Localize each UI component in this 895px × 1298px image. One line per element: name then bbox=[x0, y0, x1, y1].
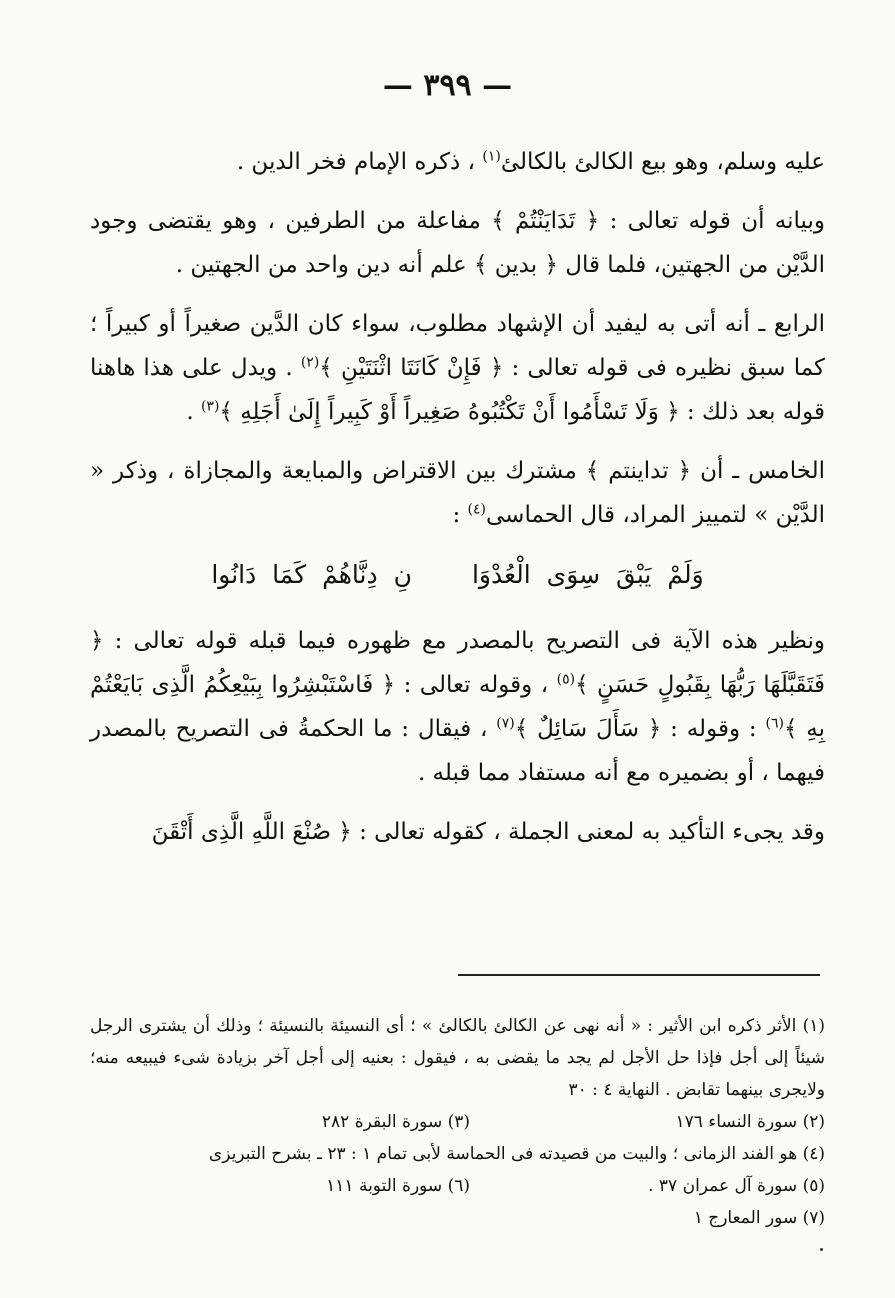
paragraph bbox=[90, 619, 825, 795]
footnote-ref: (٤) bbox=[467, 501, 487, 518]
paragraph-text: . bbox=[186, 399, 201, 425]
paragraph-text: الخامس ـ أن ﴿ تداينتم ﴾ مشترك بين الاقتراض والمبايعة والمجازاة ، وذكر « الدَّيْن » لتمييز المراد، قال الحماسى bbox=[90, 458, 825, 528]
footnote-1: (١) الأثر ذكره ابن الأثير : « أنه نهى عن الكالئ بالكالئ » ؛ أى النسيئة بالنسيئة ؛ وذلك أن يشترى الرجل شيئاً إلى أجل فإذا حل الأجل لم يجد ما يقضى به ، فيقول : بعنيه إلى أجل آخر بزيادة شىء فيبيعه منه؛ ولايجرى بينهما تقابض . النهاية ٤ : ٣٠ bbox=[90, 1016, 825, 1100]
paragraph-text: ، وقوله تعالى : ﴿ فَاسْتَبْشِرُوا بِبَيْعِكُمُ الَّذِى بَايَعْتُمْ بِهِ ﴾ bbox=[90, 672, 825, 742]
footnote-ref: (١) bbox=[482, 148, 501, 165]
print-speck bbox=[820, 1248, 823, 1251]
footnote-2: (٢) سورة النساء ١٧٦ bbox=[675, 1112, 825, 1132]
paragraph bbox=[90, 199, 825, 287]
paragraph bbox=[90, 449, 825, 537]
paragraph-text: : وقوله : ﴿ سَأَلَ سَائِلٌ ﴾ bbox=[514, 716, 766, 742]
paragraph-text: وقد يجىء التأكيد به لمعنى الجملة ، كقوله تعالى : ﴿ صُنْعَ اللَّهِ الَّذِى أَتْقَنَ bbox=[151, 819, 825, 845]
paragraph-text: عليه وسلم، وهو بيع الكالئ بالكالئ bbox=[500, 149, 825, 175]
footnote-ref: (٥) bbox=[556, 671, 576, 688]
footnote-ref: (٣) bbox=[200, 398, 220, 415]
footnote-ref: (٢) bbox=[300, 354, 320, 371]
verse-first-hemistich: وَلَمْ يَبْقَ سِوَى الْعُدْوَا bbox=[471, 560, 704, 589]
paragraph-text: . ويدل على هذا هاهنا قوله بعد ذلك : ﴿ وَلَا تَسْأَمُوا أَنْ تَكْتُبُوهُ صَغِيراً أَوْ كَبِيراً إِلَىٰ أَجَلِهِ ﴾ bbox=[90, 355, 825, 425]
paragraph-text: : bbox=[452, 502, 468, 528]
footnote-6: (٦) سورة التوبة ١١١ bbox=[326, 1176, 470, 1196]
footnote-5: (٥) سورة آل عمران ٣٧ . bbox=[648, 1176, 825, 1196]
paragraph bbox=[90, 302, 825, 434]
footnote-3: (٣) سورة البقرة ٢٨٢ bbox=[321, 1112, 470, 1132]
footnote-row bbox=[90, 1106, 825, 1138]
footnote-divider bbox=[458, 974, 820, 976]
footnote-4: (٤) هو الفند الزمانى ؛ والبيت من قصيدته فى الحماسة لأبى تمام ١ : ٢٣ ـ بشرح التبريزى bbox=[208, 1144, 825, 1164]
paragraph-text: الرابع ـ أنه أتى به ليفيد أن الإشهاد مطلوب، سواء كان الدَّين صغيراً أو كبيراً ؛ كما سبق نظيره فى قوله تعالى : ﴿ فَإِنْ كَانَتَا اثْنَتَيْنِ ﴾ bbox=[90, 311, 825, 381]
footnote-row bbox=[90, 1170, 825, 1202]
footnotes bbox=[90, 1010, 825, 1234]
paragraph bbox=[90, 140, 825, 184]
page-number: — ٣٩٩ — bbox=[382, 68, 513, 103]
paragraph-text: ، ذكره الإمام فخر الدين . bbox=[236, 149, 483, 175]
paragraph-text: وبيانه أن قوله تعالى : ﴿ تَدَايَنْتُمْ ﴾ مفاعلة من الطرفين ، وهو يقتضى وجود الدَّيْن من الجهتين، فلما قال ﴿ بدين ﴾ علم أنه دين واحد من الجهتين . bbox=[90, 208, 825, 278]
main-text bbox=[90, 140, 825, 869]
verse-second-hemistich: نِ دِنَّاهُمْ كَمَا دَانُوا bbox=[211, 560, 412, 589]
footnote-ref: (٦) bbox=[765, 715, 784, 732]
paragraph bbox=[90, 810, 825, 854]
footnote-7: (٧) سور المعارج ١ bbox=[693, 1208, 825, 1228]
paragraph-text: ، فيقال : ما الحكمةُ فى التصريح بالمصدر فيهما ، أو بضميره مع أنه مستفاد مما قبله . bbox=[90, 716, 825, 786]
footnote-ref: (٧) bbox=[496, 715, 515, 732]
poetry-verse bbox=[90, 553, 825, 597]
paragraph-text: ونظير هذه الآية فى التصريح بالمصدر مع ظهوره فيما قبله قوله تعالى : ﴿ فَتَقَبَّلَهَا رَبُّهَا بِقَبُولٍ حَسَنٍ ﴾ bbox=[90, 628, 826, 698]
